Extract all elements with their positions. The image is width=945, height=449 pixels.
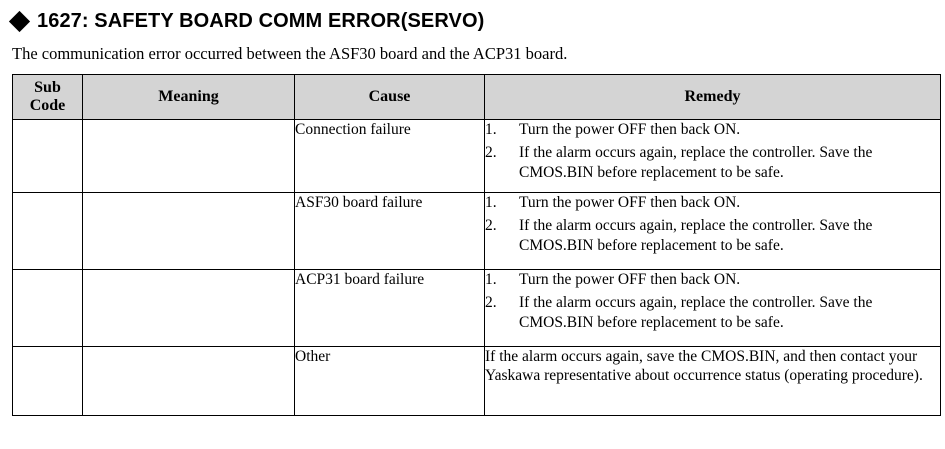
remedy-step (485, 120, 940, 139)
table-row (13, 192, 941, 269)
table-row (13, 269, 941, 346)
cell-meaning (83, 119, 295, 192)
cell-sub-code (13, 346, 83, 415)
cell-remedy (485, 346, 941, 415)
column-header-remedy: Remedy (485, 74, 941, 119)
remedy-step-number: 2. (485, 217, 497, 235)
column-header-meaning: Meaning (83, 74, 295, 119)
table-row (13, 119, 941, 192)
column-header-sub-code-line2: Code (29, 96, 66, 114)
remedy-step (485, 193, 940, 212)
cell-cause: ASF30 board failure (295, 192, 485, 269)
cell-cause: Connection failure (295, 119, 485, 192)
intro-paragraph: The communication error occurred between the ASF30 board and the ACP31 board. (12, 44, 568, 63)
page-title (12, 10, 937, 32)
column-header-sub-code (13, 74, 83, 119)
remedy-step-text: Turn the power OFF then back ON. (519, 120, 741, 138)
remedy-paragraph: If the alarm occurs again, save the CMOS.BIN, and then contact your Yaskawa representative about occurrence status (operating procedure). (485, 347, 923, 385)
cell-sub-code (13, 192, 83, 269)
remedy-step-text: If the alarm occurs again, replace the controller. Save the CMOS.BIN before replacement to be safe. (519, 294, 873, 331)
column-header-cause: Cause (295, 74, 485, 119)
cell-sub-code (13, 269, 83, 346)
cell-remedy (485, 269, 941, 346)
remedy-step-text: If the alarm occurs again, replace the controller. Save the CMOS.BIN before replacement to be safe. (519, 144, 873, 181)
remedy-step-number: 1. (485, 120, 497, 138)
remedy-step-list (485, 120, 940, 182)
remedy-step-text: If the alarm occurs again, replace the controller. Save the CMOS.BIN before replacement to be safe. (519, 217, 873, 254)
diamond-bullet-icon (9, 11, 30, 32)
cell-meaning (83, 192, 295, 269)
remedy-step (485, 143, 940, 182)
table-header-row (13, 74, 941, 119)
remedy-step (485, 293, 940, 332)
remedy-step-text: Turn the power OFF then back ON. (519, 270, 741, 288)
remedy-step-number: 2. (485, 294, 497, 312)
remedy-step-number: 2. (485, 144, 497, 162)
alarm-table (12, 74, 941, 416)
cell-meaning (83, 269, 295, 346)
cell-cause: ACP31 board failure (295, 269, 485, 346)
remedy-step-number: 1. (485, 193, 497, 211)
remedy-step (485, 270, 940, 289)
remedy-step-number: 1. (485, 270, 497, 288)
remedy-step-list (485, 270, 940, 332)
table-row (13, 346, 941, 415)
cell-remedy (485, 192, 941, 269)
cell-sub-code (13, 119, 83, 192)
cell-cause: Other (295, 346, 485, 415)
column-header-sub-code-line1: Sub (34, 78, 61, 96)
remedy-step-text: Turn the power OFF then back ON. (519, 193, 741, 211)
remedy-step (485, 216, 940, 255)
page-title-text: 1627: SAFETY BOARD COMM ERROR(SERVO) (37, 10, 485, 32)
cell-remedy (485, 119, 941, 192)
cell-meaning (83, 346, 295, 415)
remedy-step-list (485, 193, 940, 255)
